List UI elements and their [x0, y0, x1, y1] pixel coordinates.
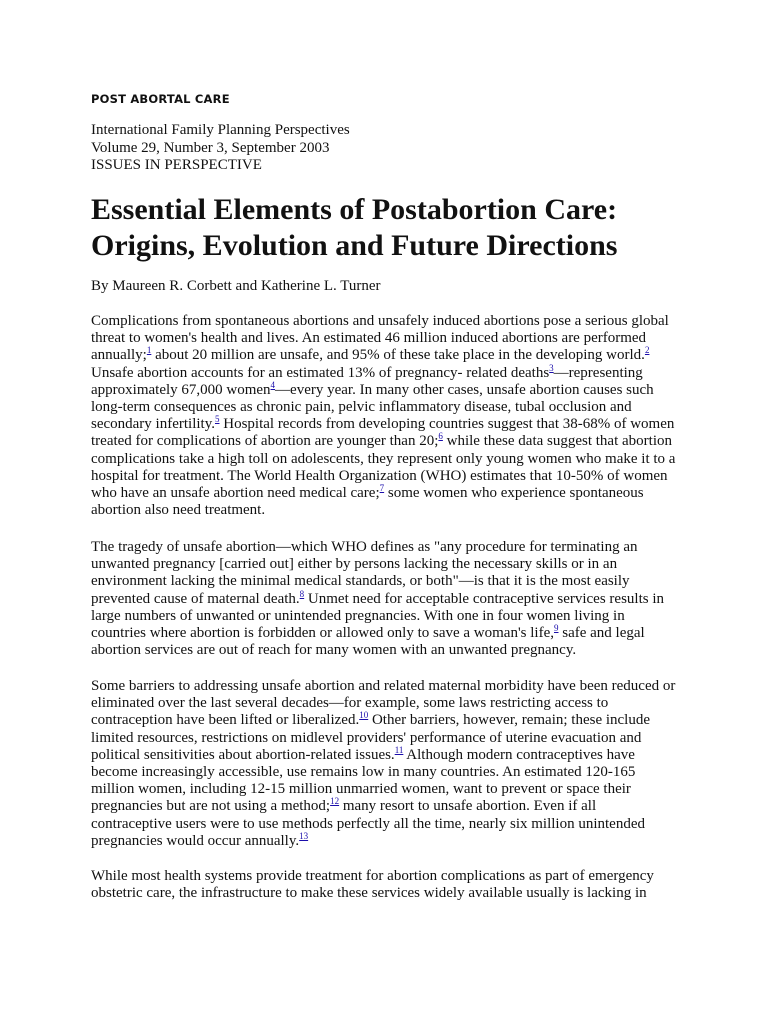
text-run: become increasingly accessible, use remains low in many countries. An estimated 120-165 — [91, 764, 636, 781]
text-run: contraceptive users were to use methods perfectly all the time, nearly six million unintended — [91, 815, 645, 832]
footnote-link[interactable]: 6 — [438, 431, 443, 442]
text-run: some women who experience spontaneous — [384, 485, 644, 502]
text-run: large numbers of unwanted or unintended pregnancies. With one in four women living in — [91, 607, 625, 624]
text-line — [91, 642, 691, 659]
text-run: about 20 million are unsafe, and 95% of these take place in the developing world. — [151, 347, 645, 364]
text-run: Unmet need for acceptable contraceptive services results in — [304, 590, 664, 607]
text-line — [91, 313, 691, 330]
text-line — [91, 362, 691, 382]
footnote-link[interactable]: 12 — [330, 796, 340, 807]
journal-name: International Family Planning Perspectives — [91, 122, 350, 138]
text-line — [91, 399, 691, 416]
text-run: treated for complications of abortion are younger than 20; — [91, 433, 439, 450]
text-line — [91, 539, 691, 556]
text-line — [91, 347, 691, 364]
text-run: political sensitivities about abortion-related issues. — [91, 746, 395, 763]
text-run: environment lacking the minimal medical standards, or both"—is that it is the most easily — [91, 573, 630, 590]
text-run: secondary infertility. — [91, 416, 215, 433]
text-line — [91, 379, 691, 399]
text-run: limited resources, restrictions on midlevel providers' performance of uterine evacuation and — [91, 729, 642, 746]
text-line — [91, 830, 691, 850]
text-line — [91, 816, 691, 833]
text-run: eliminated over the last several decades—for example, some laws restricting access to — [91, 695, 609, 712]
text-run: Other barriers, however, remain; these include — [368, 712, 651, 729]
text-run: pregnancies would occur annually. — [91, 832, 300, 849]
text-run: threat to women's health and lives. An estimated 46 million induced abortions are performed — [91, 330, 647, 347]
text-line — [91, 468, 691, 485]
section-kicker: POST ABORTAL CARE — [91, 92, 230, 106]
text-run: abortion services are out of reach for many women with an unwanted pregnancy. — [91, 642, 577, 659]
text-run: safe and legal — [558, 625, 645, 642]
footnote-link[interactable]: 13 — [299, 830, 309, 841]
text-line — [91, 678, 691, 695]
text-run: hospital for treatment. The World Health Organization (WHO) estimates that 10-50% of women — [91, 467, 668, 484]
text-line — [91, 625, 691, 642]
text-line — [91, 695, 691, 712]
byline: By Maureen R. Corbett and Katherine L. Turner — [91, 278, 381, 294]
text-run: complications take a high toll on adolescents, they represent only young women who make it to a — [91, 450, 676, 467]
text-run: who have an unsafe abortion need medical care; — [91, 485, 380, 502]
text-run: annually; — [91, 347, 147, 364]
text-run: obstetric care, the infrastructure to make these services widely available usually is lacking in — [91, 885, 647, 902]
text-run: unwanted pregnancy [carried out] either by persons lacking the necessary skills or in an — [91, 556, 618, 573]
footnote-ref[interactable] — [359, 710, 368, 720]
footnote-link[interactable]: 4 — [270, 379, 276, 390]
article-title — [91, 192, 617, 264]
volume-issue: Volume 29, Number 3, September 2003 — [91, 139, 330, 156]
text-line — [91, 588, 691, 608]
text-line — [91, 712, 691, 729]
text-run: Hospital records from developing countries suggest that 38-68% of women — [219, 416, 675, 433]
publication-info — [91, 122, 350, 175]
text-line — [91, 556, 691, 573]
text-run: The tragedy of unsafe abortion—which WHO defines as "any procedure for terminating an — [91, 539, 638, 555]
footnote-link[interactable]: 1 — [146, 345, 152, 356]
footnote-link[interactable]: 5 — [214, 414, 220, 425]
text-line — [91, 451, 691, 468]
footnote-ref[interactable] — [330, 796, 339, 806]
text-run: while these data suggest that abortion — [442, 433, 672, 450]
paragraph — [91, 313, 691, 519]
text-line — [91, 502, 691, 519]
text-run: While most health systems provide treatment for abortion complications as part of emergency — [91, 868, 654, 884]
text-line — [91, 416, 691, 433]
footnote-ref[interactable] — [299, 831, 308, 841]
text-run: countries where abortion is forbidden or allowed only to save a woman's life, — [91, 625, 554, 642]
footnote-link[interactable]: 11 — [394, 744, 404, 755]
text-run: approximately 67,000 women — [91, 381, 271, 398]
text-run: Unsafe abortion accounts for an estimated 13% of pregnancy- related deaths — [91, 364, 550, 381]
text-run: Complications from spontaneous abortions and unsafely induced abortions pose a serious global — [91, 313, 669, 329]
title-line: Essential Elements of Postabortion Care: — [91, 193, 618, 226]
text-line — [91, 330, 691, 347]
text-run: abortion also need treatment. — [91, 502, 266, 519]
footnote-link[interactable]: 9 — [554, 623, 559, 634]
text-run: contraception have been lifted or liberalized. — [91, 712, 360, 729]
footnote-link[interactable]: 10 — [359, 710, 369, 721]
footnote-link[interactable]: 7 — [379, 483, 385, 494]
text-run: prevented cause of maternal death. — [91, 590, 300, 607]
text-line — [91, 798, 691, 815]
text-line — [91, 781, 691, 798]
paragraph — [91, 539, 691, 659]
text-run: long-term consequences as chronic pain, pelvic inflammatory disease, tubal occlusion and — [91, 399, 632, 416]
text-line — [91, 764, 691, 781]
text-line — [91, 573, 691, 590]
text-line — [91, 433, 691, 450]
paragraph — [91, 678, 691, 850]
text-line — [91, 744, 691, 764]
footnote-link[interactable]: 2 — [644, 345, 650, 356]
text-run: —representing — [553, 364, 643, 381]
text-run: million women, including 12-15 million unmarried women, want to prevent or space their — [91, 781, 631, 798]
footnote-ref[interactable] — [645, 345, 650, 355]
text-run: pregnancies but are not using a method; — [91, 798, 331, 815]
text-run: Some barriers to addressing unsafe abortion and related maternal morbidity have been reduced or — [91, 678, 676, 694]
text-line — [91, 485, 691, 502]
text-line — [91, 885, 691, 902]
text-line — [91, 730, 691, 747]
title-line: Origins, Evolution and Future Directions — [91, 229, 618, 262]
text-run: many resort to unsafe abortion. Even if all — [339, 798, 597, 815]
text-run: Although modern contraceptives have — [403, 746, 635, 763]
section-label: ISSUES IN PERSPECTIVE — [91, 157, 262, 173]
text-line — [91, 868, 691, 885]
footnote-link[interactable]: 8 — [299, 588, 305, 599]
footnote-link[interactable]: 3 — [549, 362, 554, 373]
text-line — [91, 608, 691, 625]
text-run: —every year. In many other cases, unsafe abortion causes such — [275, 381, 654, 398]
paragraph — [91, 868, 691, 902]
